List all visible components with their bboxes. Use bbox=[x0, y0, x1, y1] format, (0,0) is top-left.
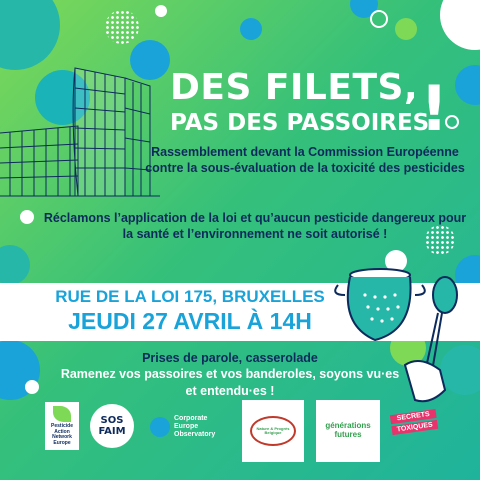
logo-secrets-toxiques: SECRETS TOXIQUES bbox=[390, 409, 440, 449]
dot-decor bbox=[25, 380, 39, 394]
dot-decor bbox=[20, 210, 34, 224]
dot-decor bbox=[240, 18, 262, 40]
event-info bbox=[60, 350, 400, 399]
logo-nature-progres: Nature & Progrès Belgique bbox=[242, 400, 304, 462]
title-line-1: DES FILETS, bbox=[170, 67, 419, 108]
dotted-decor bbox=[105, 10, 139, 44]
title-line-2: PAS DES PASSOIRES bbox=[170, 110, 430, 136]
commission-building-illustration bbox=[0, 58, 165, 198]
dot-decor bbox=[395, 18, 417, 40]
title-exclamation: ! bbox=[420, 72, 449, 145]
pan-leaf-icon bbox=[53, 406, 71, 422]
claim-text: Réclamons l’application de la loi et qu’aucun pesticide dangereux pour la santé et l’environnement ne soit autorisé ! bbox=[43, 211, 467, 242]
event-subtitle: Rassemblement devant la Commission Européenne contre la sous-évaluation de la toxicité des pesticides bbox=[145, 145, 465, 175]
info-line-2: Ramenez vos passoires et vos banderoles, soyons vu·es et entendu·es ! bbox=[60, 367, 400, 398]
event-address: RUE DE LA LOI 175, BRUXELLES bbox=[55, 287, 325, 306]
ring-decor bbox=[370, 10, 388, 28]
event-date: JEUDI 27 AVRIL À 14H bbox=[68, 308, 312, 334]
info-line-1: Prises de parole, casserolade bbox=[142, 351, 318, 365]
dot-decor bbox=[440, 0, 480, 50]
logo-ceo: Corporate Europe Observatory bbox=[150, 412, 240, 442]
dot-decor bbox=[0, 245, 30, 285]
logo-pan-europe: Pesticide Action Network Europe bbox=[45, 402, 79, 450]
dot-decor bbox=[155, 5, 167, 17]
logo-generations-futures: générations futures bbox=[316, 400, 380, 462]
ceo-bird-icon bbox=[150, 417, 170, 437]
logo-sos-faim: SOS FAIM bbox=[90, 404, 134, 448]
